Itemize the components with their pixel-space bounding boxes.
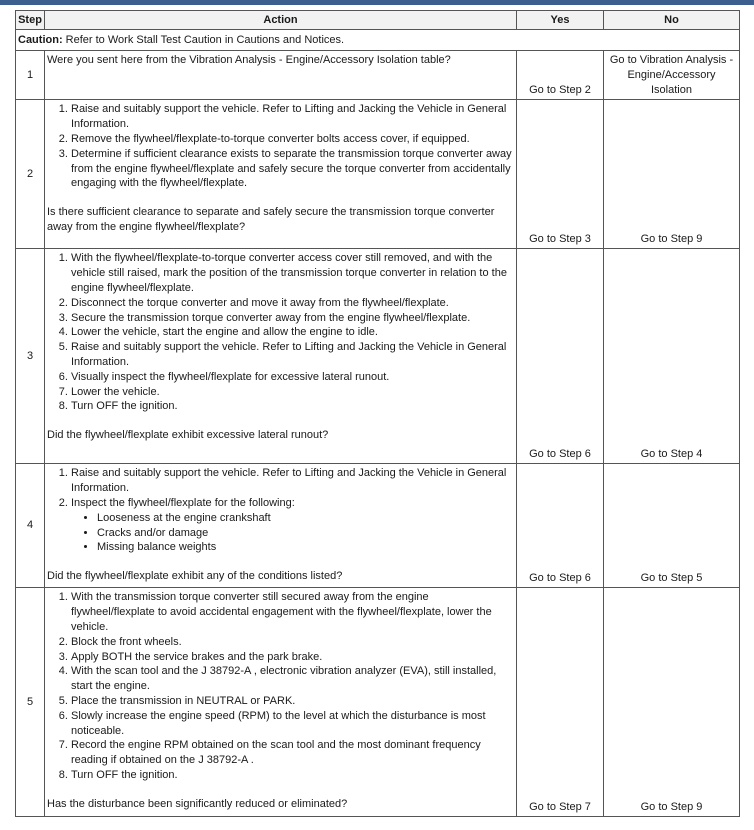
list-item: 3. Determine if sufficient clearance exists to separate the transmission torque converter away from the engine flywheel/flexplate and safely secure the torque converter from accidentally engaging with the flywheel/flexplate. bbox=[71, 147, 513, 191]
step-question: Is there sufficient clearance to separate and safely secure the transmission torque converter away from the engine flywheel/flexplate? bbox=[47, 206, 495, 233]
step-number: 2 bbox=[16, 100, 45, 249]
list-item: 1. With the flywheel/flexplate-to-torque converter access cover still removed, and with the vehicle still raised, mark the position of the transmission torque converter in relation to the engine flywheel/flexplate. bbox=[71, 251, 513, 295]
table-row bbox=[16, 464, 740, 588]
table-row bbox=[16, 51, 740, 100]
no-result: Go to Step 9 bbox=[604, 588, 740, 817]
list-item: 2. Block the front wheels. bbox=[71, 635, 513, 650]
caution-text: Refer to Work Stall Test Caution in Cautions and Notices. bbox=[62, 33, 345, 46]
header-no: No bbox=[604, 11, 740, 30]
caution-row bbox=[16, 30, 740, 51]
table-row bbox=[16, 588, 740, 817]
yes-result: Go to Step 7 bbox=[517, 588, 604, 817]
list-item: 8. Turn OFF the ignition. bbox=[71, 768, 513, 783]
condition-bullets bbox=[71, 511, 513, 555]
no-result: Go to Step 4 bbox=[604, 249, 740, 464]
list-item-text: Inspect the flywheel/flexplate for the following: bbox=[71, 496, 295, 509]
step-question: Did the flywheel/flexplate exhibit excessive lateral runout? bbox=[47, 429, 329, 442]
yes-result: Go to Step 6 bbox=[517, 464, 604, 588]
list-item: 1. With the transmission torque converter still secured away from the engine flywheel/flexplate to avoid accidental engagement with the flywheel/flexplate, lower the vehicle. bbox=[71, 590, 513, 634]
action-cell bbox=[45, 51, 517, 100]
step-question: Were you sent here from the Vibration Analysis - Engine/Accessory Isolation table? bbox=[47, 54, 451, 66]
step-number: 3 bbox=[16, 249, 45, 464]
action-cell bbox=[45, 249, 517, 464]
bullet-item: • Looseness at the engine crankshaft bbox=[97, 511, 513, 526]
list-item: 6. Slowly increase the engine speed (RPM) to the level at which the disturbance is most noticeable. bbox=[71, 709, 513, 739]
yes-result: Go to Step 2 bbox=[517, 51, 604, 100]
step-number: 5 bbox=[16, 588, 45, 817]
instruction-list bbox=[47, 102, 513, 191]
list-item: 1. Raise and suitably support the vehicle. Refer to Lifting and Jacking the Vehicle in General Information. bbox=[71, 466, 513, 496]
no-result: Go to Vibration Analysis - Engine/Accessory Isolation bbox=[604, 51, 740, 100]
table-row bbox=[16, 100, 740, 249]
list-item: 2. Remove the flywheel/flexplate-to-torque converter bolts access cover, if equipped. bbox=[71, 132, 513, 147]
action-cell bbox=[45, 588, 517, 817]
list-item: 5. Raise and suitably support the vehicle. Refer to Lifting and Jacking the Vehicle in General Information. bbox=[71, 340, 513, 370]
no-result: Go to Step 9 bbox=[604, 100, 740, 249]
window-top-bar bbox=[0, 0, 754, 5]
caution-label: Caution: bbox=[18, 33, 63, 46]
list-item: 6. Visually inspect the flywheel/flexplate for excessive lateral runout. bbox=[71, 370, 513, 385]
yes-result: Go to Step 6 bbox=[517, 249, 604, 464]
list-item: 3. Apply BOTH the service brakes and the park brake. bbox=[71, 650, 513, 665]
list-item: 8. Turn OFF the ignition. bbox=[71, 399, 513, 414]
header-step: Step bbox=[16, 11, 45, 30]
bullet-item: • Missing balance weights bbox=[97, 540, 513, 555]
list-item bbox=[71, 496, 513, 555]
yes-result: Go to Step 3 bbox=[517, 100, 604, 249]
list-item: 3. Secure the transmission torque converter away from the engine flywheel/flexplate. bbox=[71, 311, 513, 326]
step-number: 4 bbox=[16, 464, 45, 588]
header-yes: Yes bbox=[517, 11, 604, 30]
list-item: 7. Lower the vehicle. bbox=[71, 385, 513, 400]
instruction-list bbox=[47, 466, 513, 555]
table-row bbox=[16, 249, 740, 464]
list-item: 2. Disconnect the torque converter and move it away from the flywheel/flexplate. bbox=[71, 296, 513, 311]
bullet-item: • Cracks and/or damage bbox=[97, 526, 513, 541]
step-question: Did the flywheel/flexplate exhibit any of the conditions listed? bbox=[47, 570, 343, 583]
list-item: 4. Lower the vehicle, start the engine and allow the engine to idle. bbox=[71, 325, 513, 340]
step-question: Has the disturbance been significantly reduced or eliminated? bbox=[47, 797, 348, 810]
instruction-list bbox=[47, 251, 513, 414]
list-item: 5. Place the transmission in NEUTRAL or PARK. bbox=[71, 694, 513, 709]
instruction-list bbox=[47, 590, 513, 782]
action-cell bbox=[45, 464, 517, 588]
header-action: Action bbox=[45, 11, 517, 30]
caution-cell bbox=[16, 30, 740, 51]
list-item: 7. Record the engine RPM obtained on the scan tool and the most dominant frequency reading if obtained on the J 38792-A . bbox=[71, 738, 513, 768]
header-row bbox=[16, 11, 740, 30]
no-result: Go to Step 5 bbox=[604, 464, 740, 588]
list-item: 1. Raise and suitably support the vehicle. Refer to Lifting and Jacking the Vehicle in General Information. bbox=[71, 102, 513, 132]
diagnostic-procedure-table bbox=[15, 10, 740, 817]
step-number: 1 bbox=[16, 51, 45, 100]
list-item: 4. With the scan tool and the J 38792-A , electronic vibration analyzer (EVA), still installed, start the engine. bbox=[71, 664, 513, 694]
action-cell bbox=[45, 100, 517, 249]
